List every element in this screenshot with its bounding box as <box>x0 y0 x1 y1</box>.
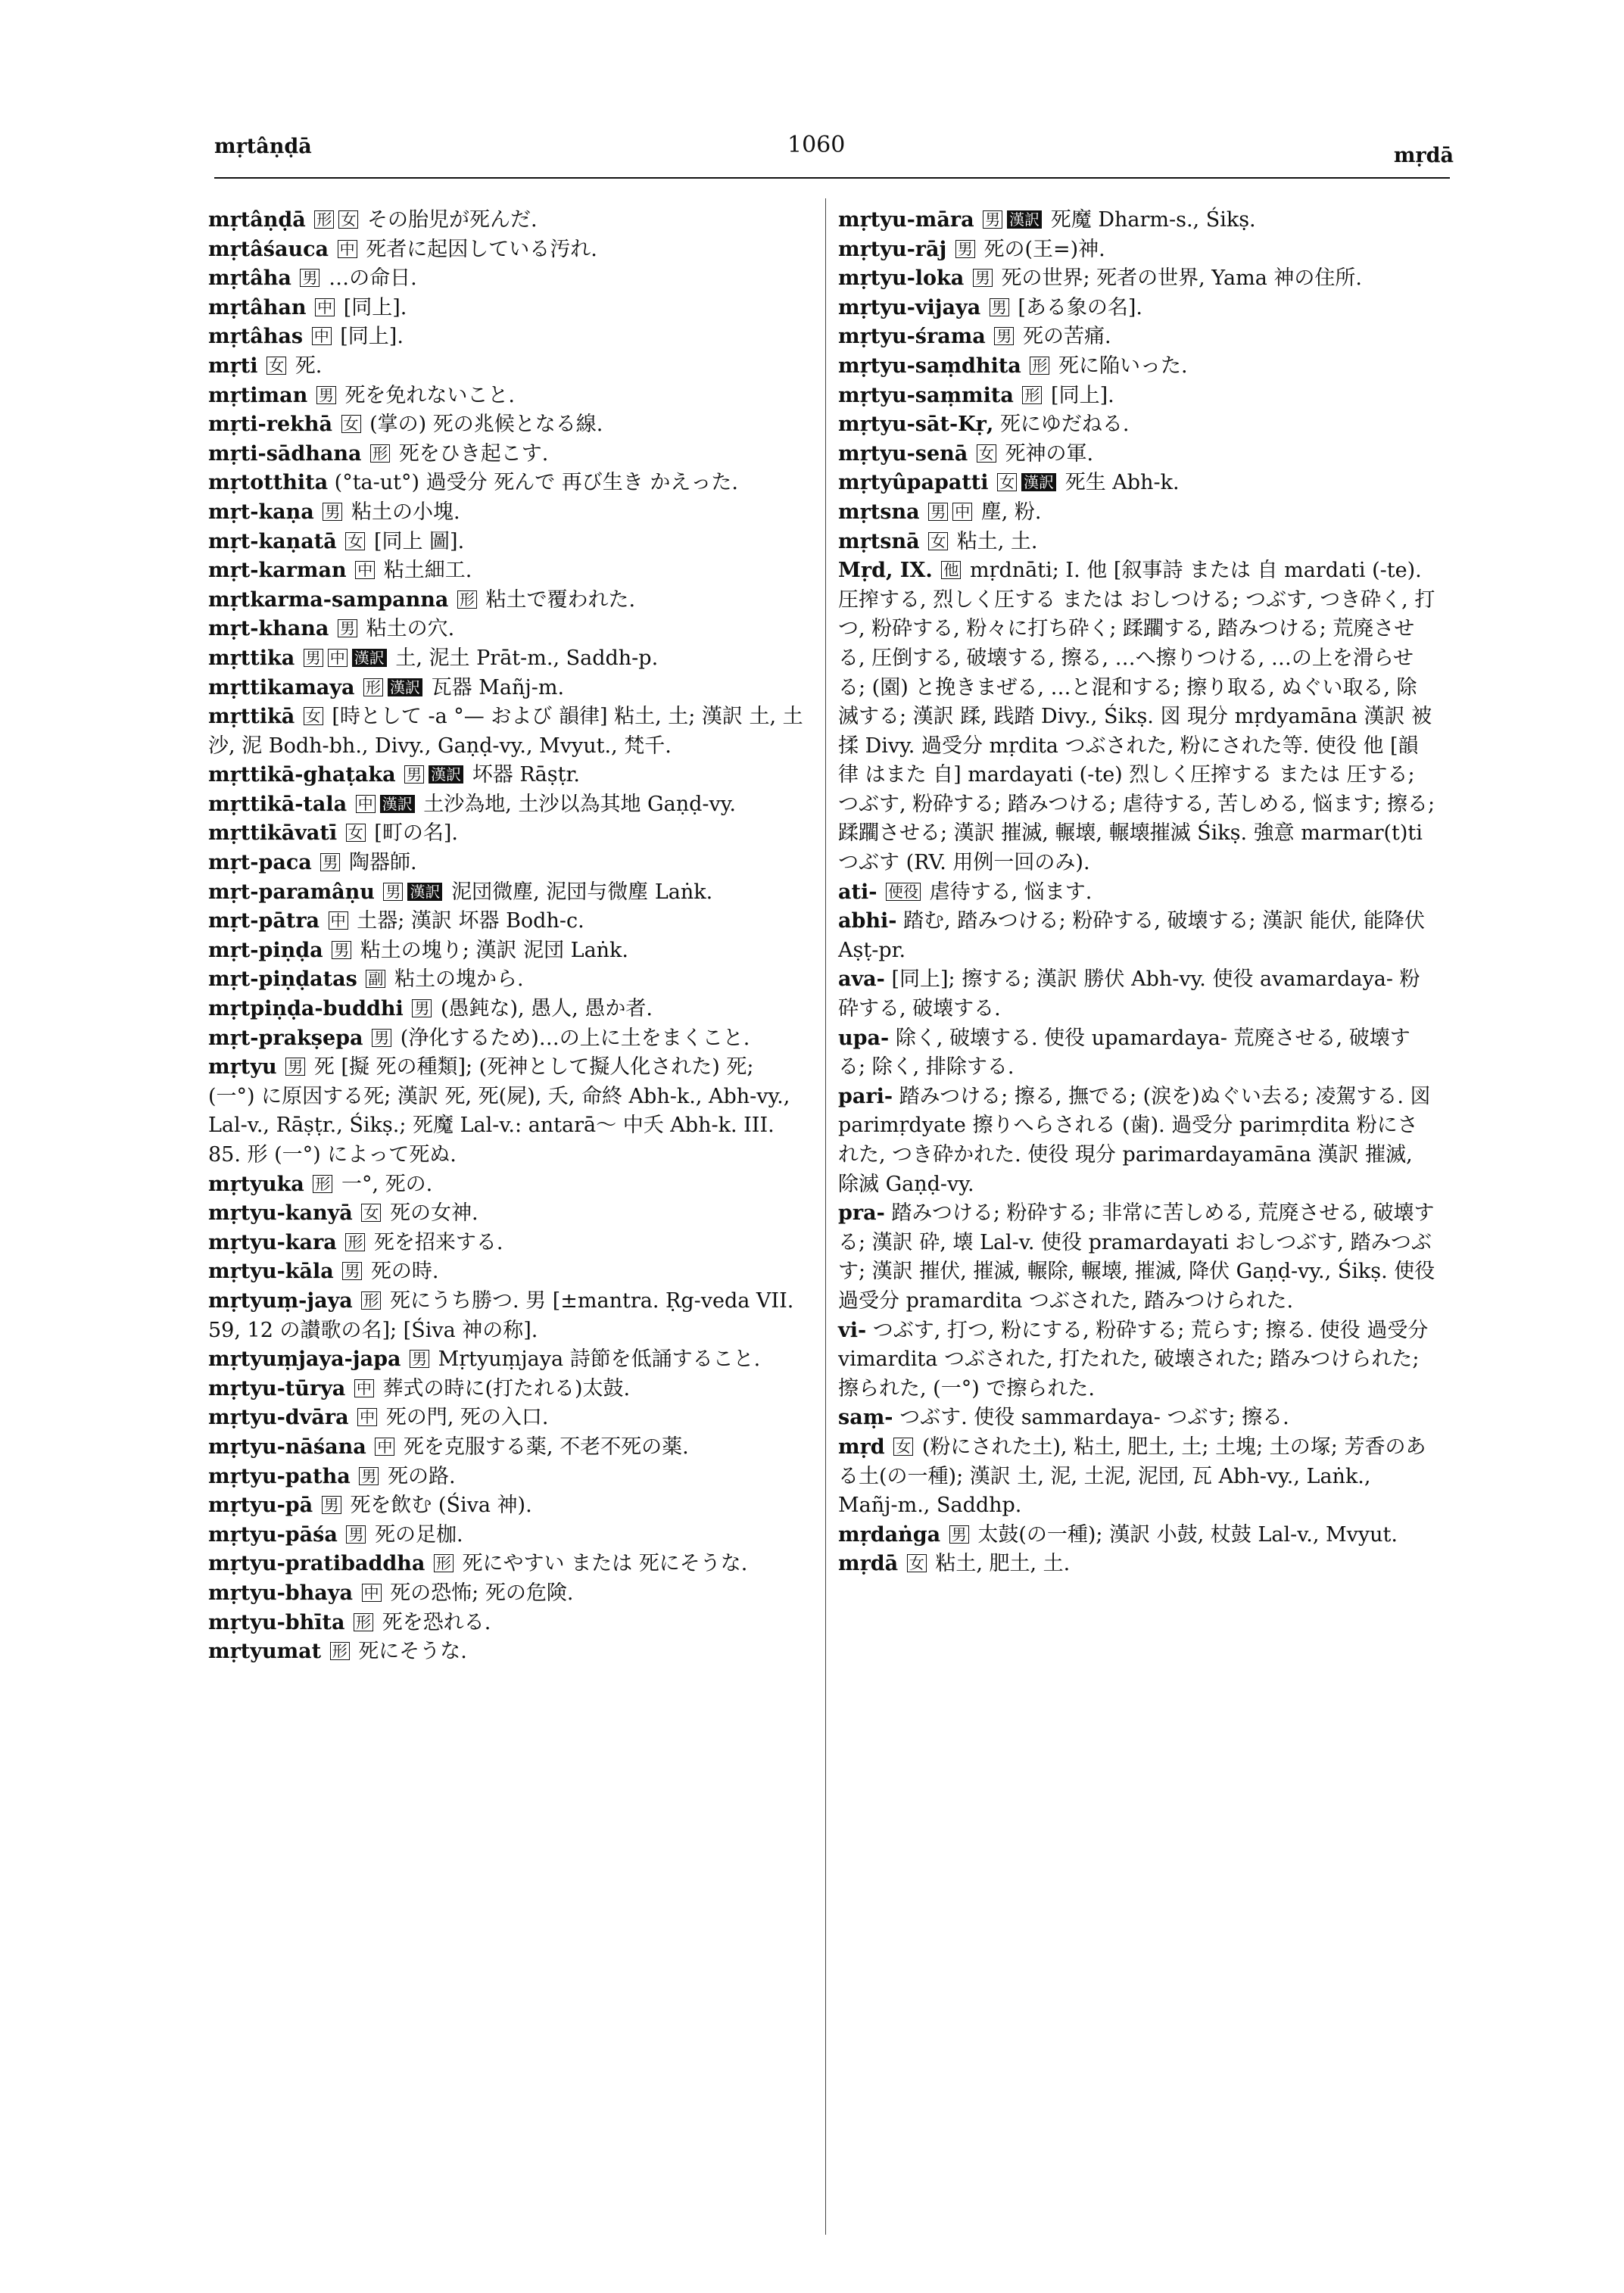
dictionary-entry <box>838 1404 1436 1433</box>
grammar-tag: 中 <box>312 327 332 345</box>
grammar-tag: 形 <box>354 1613 373 1631</box>
definition: 死をひき起こす. <box>392 441 549 466</box>
headword: mṛt-paramâṇu <box>208 880 375 904</box>
headword: mṛdā <box>838 1552 899 1576</box>
grammar-tag: 女 <box>338 210 358 229</box>
dictionary-entry <box>208 528 806 557</box>
definition: (粉にされた土), 粘土, 肥土, 土; 土塊; 土の塚; 芳香のある土(の一種); 漢訳 土, 泥, 土泥, 泥団, 瓦 Abh-vy., Laṅk., Mañj-m., Saddhp. <box>838 1435 1426 1518</box>
dictionary-entry <box>838 498 1436 528</box>
headword: mṛttika <box>208 646 295 670</box>
grammar-tag: 男 <box>372 1029 391 1047</box>
dictionary-entry <box>208 907 806 936</box>
headword: mṛt-prakṣepa <box>208 1026 363 1050</box>
dictionary-entry <box>208 352 806 382</box>
definition: 塵, 粉. <box>974 500 1042 524</box>
headword: mṛt-piṇḍa <box>208 938 323 962</box>
headword: mṛti <box>208 354 258 378</box>
grammar-tag: 中 <box>329 911 348 930</box>
dictionary-entry <box>208 410 806 440</box>
headword: saṃ- <box>838 1406 893 1430</box>
dictionary-entry <box>208 1404 806 1433</box>
definition: (°ta-ut°) 過受分 死んで 再び生き かえった. <box>334 471 738 495</box>
definition: その胎児が死んだ. <box>360 208 538 232</box>
dictionary-entry <box>208 1229 806 1258</box>
grammar-tag: 男 <box>383 883 403 901</box>
dictionary-entry <box>208 1199 806 1229</box>
definition: 死の(王=)神. <box>977 237 1105 261</box>
headword: mṛt-paca <box>208 851 312 875</box>
headword: mṛt-pātra <box>208 909 320 933</box>
headword: mṛtyu-patha <box>208 1464 351 1488</box>
definition: (浄化するため)…の上に土をまくこと. <box>394 1026 750 1050</box>
dictionary-entry <box>838 1024 1436 1083</box>
definition: [同上]. <box>337 295 407 319</box>
dictionary-entry <box>838 965 1436 1023</box>
grammar-tag: 女 <box>893 1438 913 1456</box>
grammar-tag: 男 <box>404 765 424 784</box>
definition: 踏む, 踏みつける; 粉砕する, 破壊する; 漢訳 能伏, 能降伏 Aṣṭ-pr. <box>838 909 1425 962</box>
definition: 葬式の時に(打たれる)太鼓. <box>376 1376 631 1400</box>
definition: 土, 泥土 Prāt-m., Saddh-p. <box>388 646 659 670</box>
headword: mṛtyu-dvāra <box>208 1406 349 1430</box>
definition: 死を招来する. <box>367 1230 503 1254</box>
dictionary-entry <box>838 1316 1436 1404</box>
grammar-tag: 漢訳 <box>352 649 387 667</box>
headword: mṛdaṅga <box>838 1522 941 1547</box>
dictionary-entry <box>208 586 806 615</box>
definition: 粘土, 土. <box>950 529 1038 553</box>
dictionary-entry <box>838 294 1436 323</box>
grammar-tag: 中 <box>375 1438 394 1456</box>
headword: abhi- <box>838 909 897 933</box>
grammar-tag: 漢訳 <box>380 795 415 813</box>
dictionary-entry <box>208 440 806 469</box>
definition: (愚鈍な), 愚人, 愚か者. <box>434 997 653 1021</box>
definition: 虐待する, 悩ます. <box>923 880 1093 904</box>
definition: 死の門, 死の入口. <box>379 1406 549 1430</box>
grammar-tag: 女 <box>345 532 365 550</box>
definition: 死を免れないこと. <box>338 383 515 407</box>
dictionary-entry <box>838 440 1436 469</box>
definition: [同上 圖]. <box>367 529 465 553</box>
grammar-tag: 形 <box>434 1554 454 1572</box>
grammar-tag: 形 <box>457 590 477 609</box>
right-column <box>838 206 1436 1579</box>
grammar-tag: 女 <box>346 824 366 842</box>
headword: mṛtyuṃjaya-japa <box>208 1347 401 1372</box>
grammar-tag: 男 <box>338 619 357 637</box>
headword: mṛtyu-pāśa <box>208 1522 338 1547</box>
dictionary-entry <box>208 1579 806 1609</box>
headword: mṛtiman <box>208 383 308 407</box>
headword: mṛtyu-kāla <box>208 1260 334 1284</box>
grammar-tag: 男 <box>320 853 340 871</box>
headword: mṛttikā-ghaṭaka <box>208 763 396 787</box>
grammar-tag: 女 <box>341 415 361 433</box>
grammar-tag: 女 <box>361 1204 381 1222</box>
dictionary-entry <box>208 936 806 966</box>
dictionary-entry <box>208 761 806 790</box>
dictionary-entry <box>838 410 1436 440</box>
headword: mṛti-rekhā <box>208 413 332 437</box>
definition: 除く, 破壊する. 使役 upamardaya- 荒廃させる, 破壊する; 除く, 排除する. <box>838 1026 1410 1080</box>
headword: mṛt-khana <box>208 617 329 641</box>
headword: pra- <box>838 1201 885 1226</box>
dictionary-entry <box>208 1637 806 1667</box>
definition: 死魔 Dharm-s., Śikṣ. <box>1044 208 1256 232</box>
headword: ati- <box>838 880 877 904</box>
running-head-left: mṛtâṇḍā <box>214 135 312 158</box>
definition: mṛdnāti; I. 他 [叙事詩 または 自 mardati (-te). 圧搾する, 烈しく圧する または おしつける; つぶす, つき砕く, 打つ, 粉砕する, 粉々に打ち砕く; 蹂躙する, 踏みつける; 荒廃させる, 圧倒する, 破壊する, 擦る, …へ擦りつける, …の上を滑らせる; (園) と挽きまぜる, …と混和する; 擦り取る, ぬぐい取る, 除滅する; 漢訳 蹂, 践踏 Divy., Śikṣ. 図 現分 mṛdyamāna 漢訳 被揉 Divy. 過受分 mṛdita つぶされた, 粉にされた等. 使役 他 [韻律 はまた 自] mardayati (-te) 烈しく圧搾する または 圧する; つぶす, 粉砕する; 踏みつける; 虐待する, 苦しめる, 悩ます; 擦る; 蹂躙させる; 漢訳 摧滅, 輾壊, 輾壊摧滅 Śikṣ. 強意 marmar(t)ti つぶす (RV. 用例一回のみ). <box>838 559 1435 875</box>
headword: mṛtkarma-sampanna <box>208 587 449 612</box>
dictionary-entry <box>208 995 806 1024</box>
headword: mṛttikamaya <box>208 675 355 699</box>
grammar-tag: 男 <box>332 941 351 959</box>
headword: pari- <box>838 1084 893 1108</box>
definition: 太鼓(の一種); 漢訳 小鼓, 杖鼓 Lal-v., Mvyut. <box>971 1522 1398 1547</box>
headword: mṛtsna <box>838 500 920 524</box>
grammar-tag: 漢訳 <box>1007 210 1042 229</box>
headword: mṛtyumat <box>208 1640 322 1664</box>
grammar-tag: 男 <box>994 327 1014 345</box>
grammar-tag: 男 <box>359 1467 379 1485</box>
headword: mṛtyûpapatti <box>838 471 989 495</box>
grammar-tag: 使役 <box>886 883 921 901</box>
dictionary-entry <box>208 1463 806 1492</box>
definition: [同上]. <box>333 325 404 349</box>
dictionary-entry <box>208 382 806 411</box>
dictionary-entry <box>208 1433 806 1463</box>
definition: 土器; 漢訳 坏器 Bodh-c. <box>350 909 584 933</box>
definition: 粘土細工. <box>377 559 472 583</box>
headword: mṛtyu-śrama <box>838 325 986 349</box>
grammar-tag: 副 <box>366 970 385 988</box>
grammar-tag: 漢訳 <box>407 883 442 901</box>
definition: [同上]. <box>1044 383 1114 407</box>
grammar-tag: 女 <box>907 1554 927 1572</box>
headword: mṛtyu-rāj <box>838 237 947 261</box>
headword: vi- <box>838 1318 867 1342</box>
headword: mṛtyuka <box>208 1172 304 1196</box>
definition: 死の世界; 死者の世界, Yama 神の住所. <box>994 266 1362 291</box>
grammar-tag: 男 <box>928 503 948 521</box>
headword: mṛt-karman <box>208 559 347 583</box>
headword: mṛtyu-saṃdhita <box>838 354 1021 378</box>
dictionary-entry <box>208 1491 806 1521</box>
page-number: 1060 <box>787 132 846 158</box>
dictionary-entry <box>208 556 806 586</box>
definition: 死の苦痛. <box>1016 325 1111 349</box>
definition: 死に陥いった. <box>1052 354 1188 378</box>
grammar-tag: 中 <box>354 1379 374 1397</box>
headword: mṛt-piṇḍatas <box>208 967 357 992</box>
headword: mṛttikāvatī <box>208 821 338 846</box>
grammar-tag: 形 <box>361 1291 381 1310</box>
headword: mṛtyuṃ-jaya <box>208 1288 353 1313</box>
definition: 粘土の塊り; 漢訳 泥団 Laṅk. <box>354 938 629 962</box>
dictionary-entry <box>208 644 806 674</box>
headword: mṛtyu-kara <box>208 1230 337 1254</box>
definition: 死 [擬 死の種類]; (死神として擬人化された) 死; (一°) に原因する死; 漢訳 死, 死(屍), 夭, 命終 Abh-k., Abh-vy., Lal-v., Rāṣṭr., Śikṣ.; 死魔 Lal-v.: antarā〜 中夭 Abh-k. III. 85. 形 (一°) によって死ぬ. <box>208 1055 790 1167</box>
headword: mṛtyu-pā <box>208 1494 313 1518</box>
grammar-tag: 男 <box>342 1262 362 1280</box>
column-divider <box>825 198 826 2235</box>
dictionary-entry <box>208 264 806 294</box>
headword: mṛtyu-kanyā <box>208 1201 353 1226</box>
dictionary-entry <box>208 1024 806 1054</box>
dictionary-entry <box>208 790 806 820</box>
definition: [ある象の名]. <box>1011 295 1143 319</box>
grammar-tag: 形 <box>1030 357 1049 375</box>
definition: 死神の軍. <box>998 441 1094 466</box>
definition: 死の恐怖; 死の危険. <box>383 1581 574 1605</box>
headword: mṛtyu-sāt-Kṛ, <box>838 413 994 437</box>
definition: 死にそうな. <box>351 1640 467 1664</box>
definition: 死を克服する薬, 不老不死の薬. <box>397 1435 689 1459</box>
dictionary-entry <box>208 294 806 323</box>
grammar-tag: 男 <box>346 1525 366 1544</box>
headword: mṛttikā <box>208 705 295 729</box>
dictionary-entry <box>838 1083 1436 1199</box>
dictionary-entry <box>208 1609 806 1638</box>
grammar-tag: 女 <box>267 357 286 375</box>
definition: 踏みつける; 粉砕する; 非常に苦しめる, 荒廃させる, 破壊する; 漢訳 砕, 壊 Lal-v. 使役 pramardayati おしつぶす, 踏みつぶす; 漢訳 摧伏, 摧滅, 輾除, 輾壊, 摧滅, 降伏 Gaṇḍ-vy., Śikṣ. 使役 過受分 pramardita つぶされた, 踏みつけられた. <box>838 1201 1435 1313</box>
grammar-tag: 形 <box>313 1175 332 1193</box>
grammar-tag: 形 <box>363 678 383 696</box>
dictionary-entry <box>208 1287 806 1345</box>
grammar-tag: 男 <box>412 999 432 1017</box>
dictionary-entry <box>838 206 1436 235</box>
dictionary-entry <box>208 1257 806 1287</box>
dictionary-entry <box>208 674 806 703</box>
grammar-tag: 漢訳 <box>388 678 422 696</box>
grammar-tag: 形 <box>1022 386 1042 404</box>
page-header <box>0 132 1624 180</box>
headword: mṛtyu-bhīta <box>208 1610 345 1634</box>
definition: 死にうち勝つ. 男 [±mantra. Ṛg-veda VII. 59, 12 の讃歌の名]; [Śiva 神の称]. <box>208 1288 794 1342</box>
dictionary-entry <box>838 469 1436 498</box>
definition: …の命日. <box>322 266 417 291</box>
headword: upa- <box>838 1026 890 1050</box>
definition: 粘土, 肥土, 土. <box>928 1552 1071 1576</box>
dictionary-entry <box>208 1550 806 1579</box>
grammar-tag: 男 <box>304 649 323 667</box>
headword: Mṛd, IX. <box>838 559 933 583</box>
dictionary-entry <box>208 498 806 528</box>
dictionary-entry <box>208 322 806 352</box>
dictionary-entry <box>838 1521 1436 1550</box>
definition: 死者に起因している汚れ. <box>359 237 597 261</box>
headword: mṛtâhan <box>208 295 307 319</box>
headword: mṛtyu-loka <box>838 266 965 291</box>
headword: mṛtyu-nāśana <box>208 1435 366 1459</box>
headword: mṛtsnā <box>838 529 920 553</box>
dictionary-entry <box>838 556 1436 878</box>
grammar-tag: 男 <box>323 503 342 521</box>
grammar-tag: 男 <box>973 269 993 287</box>
definition: 死を恐れる. <box>376 1610 491 1634</box>
grammar-tag: 中 <box>338 240 357 258</box>
dictionary-entry <box>838 264 1436 294</box>
grammar-tag: 女 <box>997 473 1017 491</box>
dictionary-entry <box>208 206 806 235</box>
dictionary-entry <box>838 1550 1436 1579</box>
grammar-tag: 中 <box>362 1584 382 1602</box>
headword: mṛtyu-bhaya <box>208 1581 353 1605</box>
definition: 死の足枷. <box>368 1522 463 1547</box>
headword: mṛtyu-saṃmita <box>838 383 1014 407</box>
dictionary-entry <box>208 965 806 995</box>
definition: [時として -a °— および 韻律] 粘土, 土; 漢訳 土, 土沙, 泥 Bodh-bh., Divy., Gaṇḍ-vy., Mvyut., 梵千. <box>208 705 803 758</box>
definition: 坏器 Rāṣṭr. <box>466 763 580 787</box>
grammar-tag: 男 <box>949 1525 969 1544</box>
headword: mṛtâśauca <box>208 237 329 261</box>
headword: mṛd <box>838 1435 885 1459</box>
dictionary-entry <box>838 382 1436 411</box>
grammar-tag: 漢訳 <box>429 765 463 784</box>
headword: mṛtâṇḍā <box>208 208 306 232</box>
grammar-tag: 女 <box>304 707 323 725</box>
grammar-tag: 男 <box>322 1496 341 1514</box>
headword: mṛt-kaṇa <box>208 500 314 524</box>
dictionary-entry <box>838 1199 1436 1316</box>
dictionary-entry <box>208 849 806 878</box>
definition: 死の女神. <box>383 1201 478 1226</box>
definition: 一°, 死の. <box>335 1172 433 1196</box>
headword: mṛt-kaṇatā <box>208 529 337 553</box>
headword: mṛtyu <box>208 1055 277 1080</box>
definition: つぶす, 打つ, 粉にする, 粉砕する; 荒らす; 擦る. 使役 過受分 vimardita つぶされた, 打たれた, 破壊された; 踏みつけられた; 擦られた, (一°) で擦られた. <box>838 1318 1429 1400</box>
definition: Mṛtyuṃjaya 詩節を低誦すること. <box>432 1347 761 1372</box>
headword: mṛtyu-pratibaddha <box>208 1552 425 1576</box>
grammar-tag: 男 <box>955 240 975 258</box>
dictionary-entry <box>208 1345 806 1375</box>
definition: 陶器師. <box>342 851 417 875</box>
grammar-tag: 形 <box>345 1233 365 1251</box>
grammar-tag: 中 <box>356 795 376 813</box>
grammar-tag: 中 <box>357 1408 377 1426</box>
dictionary-entry <box>208 615 806 644</box>
definition: 土沙為地, 土沙以為其地 Gaṇḍ-vy. <box>416 792 737 816</box>
headword: mṛtotthita <box>208 471 329 495</box>
grammar-tag: 他 <box>941 561 961 579</box>
headword: mṛtyu-tūrya <box>208 1376 346 1400</box>
grammar-tag: 形 <box>314 210 334 229</box>
definition: 粘土で覆われた. <box>478 587 636 612</box>
definition: 死. <box>288 354 323 378</box>
grammar-tag: 男 <box>990 298 1009 316</box>
dictionary-entry <box>208 703 806 761</box>
definition: 死にゆだねる. <box>999 413 1130 437</box>
dictionary-entry <box>838 907 1436 965</box>
grammar-tag: 漢訳 <box>1021 473 1056 491</box>
definition: 粘土の小塊. <box>344 500 460 524</box>
dictionary-entry <box>208 1375 806 1404</box>
definition: 死を飲む (Śiva 神). <box>343 1494 532 1518</box>
grammar-tag: 中 <box>355 561 375 579</box>
grammar-tag: 男 <box>316 386 336 404</box>
dictionary-entry <box>208 878 806 908</box>
dictionary-entry <box>838 878 1436 908</box>
definition: 死にやすい または 死にそうな. <box>455 1552 748 1576</box>
grammar-tag: 女 <box>928 532 948 550</box>
headword: mṛtpiṇḍa-buddhi <box>208 997 404 1021</box>
headword: mṛtâhas <box>208 325 304 349</box>
definition: 瓦器 Mañj-m. <box>425 675 565 699</box>
dictionary-entry <box>208 1170 806 1200</box>
grammar-tag: 男 <box>300 269 320 287</box>
headword: mṛttikā-tala <box>208 792 348 816</box>
definition: つぶす. 使役 sammardaya- つぶす; 擦る. <box>899 1406 1289 1430</box>
definition: 死生 Abh-k. <box>1058 471 1180 495</box>
definition: (掌の) 死の兆候となる線. <box>363 413 603 437</box>
dictionary-entry <box>838 322 1436 352</box>
dictionary-entry <box>208 469 806 498</box>
dictionary-entry <box>208 235 806 265</box>
grammar-tag: 女 <box>977 444 996 463</box>
header-rule <box>214 177 1450 179</box>
grammar-tag: 男 <box>410 1350 429 1368</box>
headword: mṛtyu-māra <box>838 208 974 232</box>
grammar-tag: 形 <box>330 1642 350 1660</box>
dictionary-entry <box>208 1053 806 1170</box>
grammar-tag: 形 <box>370 444 390 463</box>
headword: ava- <box>838 967 885 992</box>
definition: 死の時. <box>364 1260 439 1284</box>
grammar-tag: 中 <box>952 503 972 521</box>
dictionary-entry <box>838 235 1436 265</box>
definition: 粘土の塊から. <box>388 967 524 992</box>
definition: 死の路. <box>381 1464 456 1488</box>
headword: mṛtyu-senā <box>838 441 968 466</box>
dictionary-entry <box>208 1521 806 1550</box>
headword: mṛti-sādhana <box>208 441 362 466</box>
grammar-tag: 中 <box>315 298 335 316</box>
grammar-tag: 男 <box>983 210 1002 229</box>
definition: 粘土の穴. <box>360 617 455 641</box>
running-head-right: mṛdā <box>1393 144 1454 167</box>
definition: [同上]; 擦する; 漢訳 勝伏 Abh-vy. 使役 avamardaya- 粉砕する, 破壊する. <box>838 967 1420 1021</box>
grammar-tag: 中 <box>328 649 348 667</box>
grammar-tag: 男 <box>285 1058 305 1076</box>
definition: [町の名]. <box>367 821 458 846</box>
headword: mṛtyu-vijaya <box>838 295 981 319</box>
left-column <box>208 206 806 1667</box>
dictionary-entry <box>838 528 1436 557</box>
dictionary-entry <box>208 819 806 849</box>
definition: 踏みつける; 擦る, 撫でる; (涙を)ぬぐい去る; 凌駕する. 図 parimṛdyate 擦りへらされる (歯). 過受分 parimṛdita 粉にされた, つき砕かれた. 使役 現分 parimardayamāna 漢訳 摧滅, 除滅 Gaṇḍ-vy. <box>838 1084 1431 1196</box>
dictionary-entry <box>838 1433 1436 1521</box>
definition: 泥団微塵, 泥団与微塵 Laṅk. <box>444 880 713 904</box>
dictionary-entry <box>838 352 1436 382</box>
headword: mṛtâha <box>208 266 291 291</box>
